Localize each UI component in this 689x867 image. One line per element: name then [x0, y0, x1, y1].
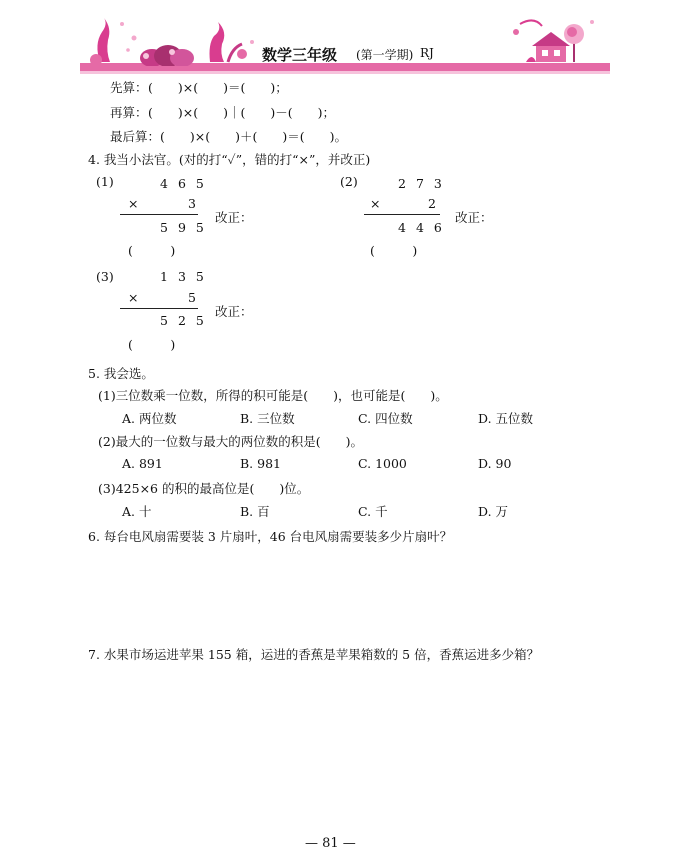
vertical-rule [120, 308, 198, 309]
step-first-label: 先算： [110, 80, 148, 95]
multiplicand: 273 [398, 176, 452, 191]
q7-answer-area[interactable] [110, 670, 570, 810]
step-last-expr: ( )×( )＋( )＝( )。 [160, 129, 347, 144]
header-title: 数学三年级 [262, 46, 338, 64]
multiplicand: 135 [160, 269, 214, 284]
judge-blank[interactable]: ( ) [128, 337, 176, 352]
vertical-rule [120, 214, 198, 215]
fix-label: 改正： [215, 304, 253, 319]
multiplier: 5 [188, 290, 196, 305]
q5-1-option-a[interactable]: A. 两位数 [122, 411, 177, 426]
q5-title: 5. 我会选。 [88, 366, 154, 381]
q5-question-2: (2)最大的一位数与最大的两位数的积是( )。 [98, 434, 363, 449]
multiplicand: 465 [160, 176, 214, 191]
q4-item-number: (1) [96, 174, 114, 189]
product: 446 [398, 220, 452, 235]
multiplier: 3 [188, 196, 196, 211]
q5-1-option-c[interactable]: C. 四位数 [358, 411, 413, 426]
header-edition: RJ [420, 46, 434, 60]
q7-question: 7. 水果市场运进苹果 155 箱，运进的香蕉是苹果箱数的 5 倍，香蕉运进多少箱？ [88, 647, 540, 662]
multiply-sign: × [128, 196, 139, 211]
q4-item-number: (3) [96, 269, 114, 284]
step-second-label: 再算： [110, 105, 148, 120]
q5-question-1: (1)三位数乘一位数，所得的积可能是( )，也可能是( )。 [98, 388, 448, 403]
q5-3-option-c[interactable]: C. 千 [358, 504, 388, 519]
step-second-expr: ( )×( )｜( )－( )； [148, 105, 335, 120]
q5-2-option-a[interactable]: A. 891 [122, 456, 163, 471]
q5-1-option-d[interactable]: D. 五位数 [478, 411, 534, 426]
q5-2-option-b[interactable]: B. 981 [240, 456, 281, 471]
step-last-label: 最后算： [110, 129, 161, 144]
header-term: (第一学期) [356, 48, 414, 62]
header-band-light [80, 71, 610, 74]
q5-3-option-b[interactable]: B. 百 [240, 504, 270, 519]
q6-question: 6. 每台电风扇需要装 3 片扇叶，46 台电风扇需要装多少片扇叶？ [88, 529, 453, 544]
q5-2-option-d[interactable]: D. 90 [478, 456, 512, 471]
q6-answer-area[interactable] [110, 552, 570, 632]
vertical-rule [364, 214, 440, 215]
multiply-sign: × [128, 290, 139, 305]
multiplier: 2 [428, 196, 436, 211]
q5-question-3: (3)425×6 的积的最高位是( )位。 [98, 481, 310, 496]
q5-2-option-c[interactable]: C. 1000 [358, 456, 407, 471]
judge-blank[interactable]: ( ) [128, 243, 176, 258]
floral-decoration-icon [82, 14, 272, 66]
page-number: — 81 — [305, 836, 356, 851]
q5-3-option-a[interactable]: A. 十 [122, 504, 152, 519]
q4-title: 4. 我当小法官。(对的打“✓”，错的打“×”，并改正) [88, 152, 371, 167]
fix-label: 改正： [215, 210, 253, 225]
multiply-sign: × [370, 196, 381, 211]
judge-blank[interactable]: ( ) [370, 243, 418, 258]
house-decoration-icon [500, 12, 610, 66]
q5-1-option-b[interactable]: B. 三位数 [240, 411, 295, 426]
product: 525 [160, 313, 214, 328]
fix-label: 改正： [455, 210, 493, 225]
step-first-expr: ( )×( )＝( )； [148, 80, 288, 95]
q5-3-option-d[interactable]: D. 万 [478, 504, 509, 519]
q4-item-number: (2) [340, 174, 358, 189]
product: 595 [160, 220, 214, 235]
